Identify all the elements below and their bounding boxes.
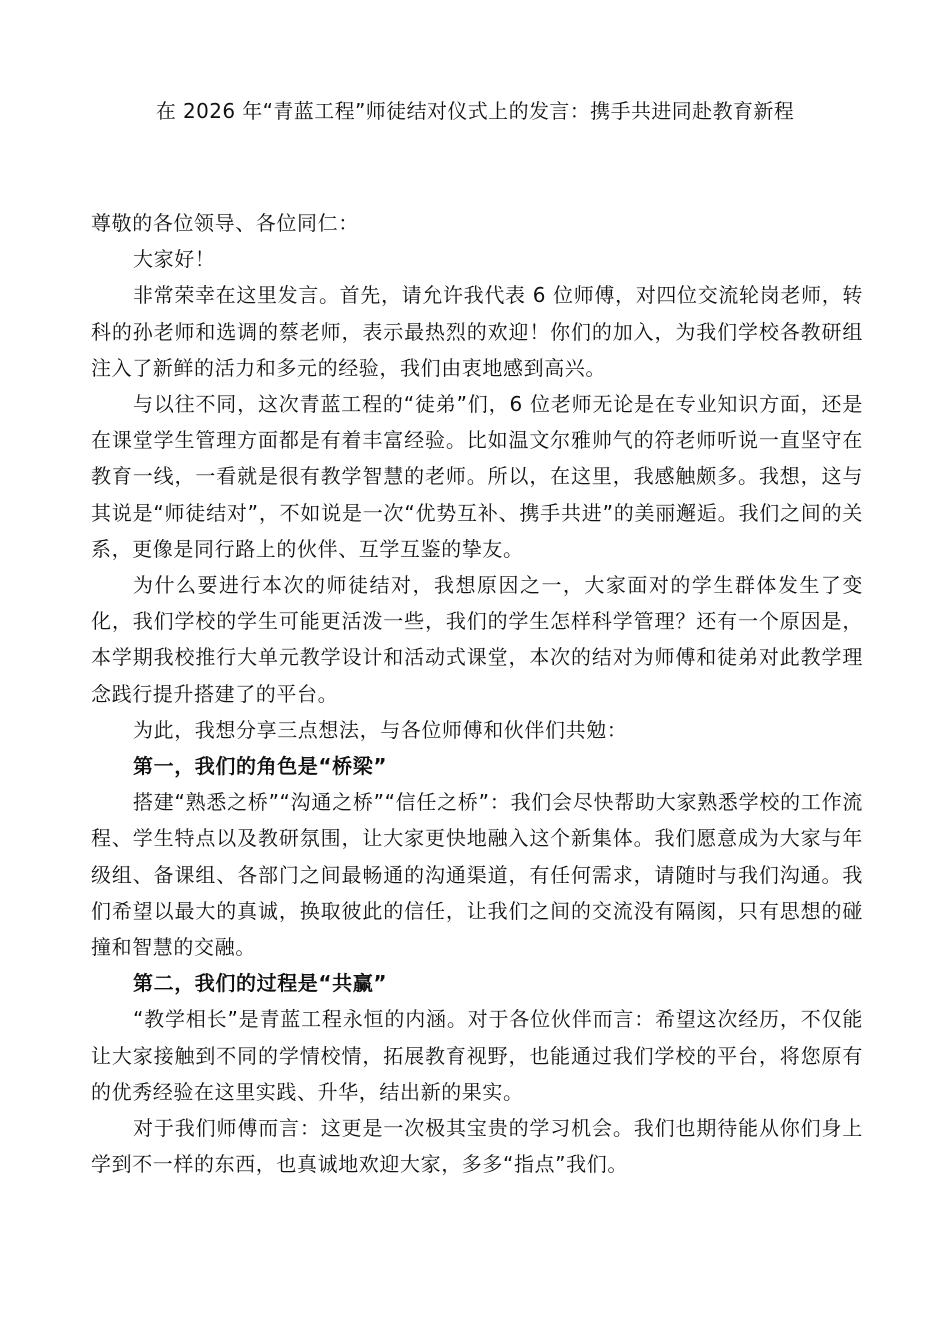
section-heading-bridge: 第一，我们的角色是“桥梁” <box>133 754 388 779</box>
document-title: 在 2026 年“青蓝工程”师徒结对仪式上的发言：携手共进同赴教育新程 <box>155 99 795 123</box>
share-paragraph: 为此，我想分享三点想法，与各位师傅和伙伴们共勉： <box>133 717 628 742</box>
bridge-paragraph: 搭建“熟悉之桥”“沟通之桥”“信任之桥”：我们会尽快帮助大家熟悉学校的工作流程、学生特点以及教研氛围，让大家更快地融入这个新集体。我们愿意成为大家与年级组、备课组、各部门之间最畅通的沟通渠道，有任何需求，请随时与我们沟通。我们希望以最大的真诚，换取彼此的信任，让我们之间的交流没有隔阂，只有思想的碰撞和智慧的交融。 <box>91 790 863 960</box>
salutation: 尊敬的各位领导、各位同仁： <box>91 211 359 235</box>
document-body <box>91 205 863 1182</box>
welcome-paragraph: 非常荣幸在这里发言。首先，请允许我代表 6 位师傅，对四位交流轮岗老师，转科的孙老师和选调的蔡老师，表示最热烈的欢迎！你们的加入，为我们学校各教研组注入了新鲜的活力和多元的经验，我们由衷地感到高兴。 <box>91 283 863 380</box>
greeting-paragraph: 大家好！ <box>133 247 216 272</box>
reason-paragraph: 为什么要进行本次的师徒结对，我想原因之一，大家面对的学生群体发生了变化，我们学校的学生可能更活泼一些，我们的学生怎样科学管理？还有一个原因是，本学期我校推行大单元教学设计和活动式课堂，本次的结对为师傅和徒弟对此教学理念践行提升搭建了的平台。 <box>91 573 863 706</box>
apprentice-paragraph: 与以往不同，这次青蓝工程的“徒弟”们，6 位老师无论是在专业知识方面，还是在课堂学生管理方面都是有着丰富经验。比如温文尔雅帅气的符老师听说一直坚守在教育一线，一看就是很有教学智慧的老师。所以，在这里，我感触颇多。我想，这与其说是“师徒结对”，不如说是一次“优势互补、携手共进”的美丽邂逅。我们之间的关系，更像是同行路上的伙伴、互学互鉴的挚友。 <box>91 392 863 561</box>
winwin-paragraph-partners: “教学相长”是青蓝工程永恒的内涵。对于各位伙伴而言：希望这次经历，不仅能让大家接触到不同的学情校情，拓展教育视野，也能通过我们学校的平台，将您原有的优秀经验在这里实践、升华，结出新的果实。 <box>91 1007 863 1104</box>
section-heading-winwin: 第二，我们的过程是“共赢” <box>133 971 388 996</box>
winwin-paragraph-mentors: 对于我们师傅而言：这更是一次极其宝贵的学习机会。我们也期待能从你们身上学到不一样的东西，也真诚地欢迎大家，多多“指点”我们。 <box>91 1116 863 1177</box>
